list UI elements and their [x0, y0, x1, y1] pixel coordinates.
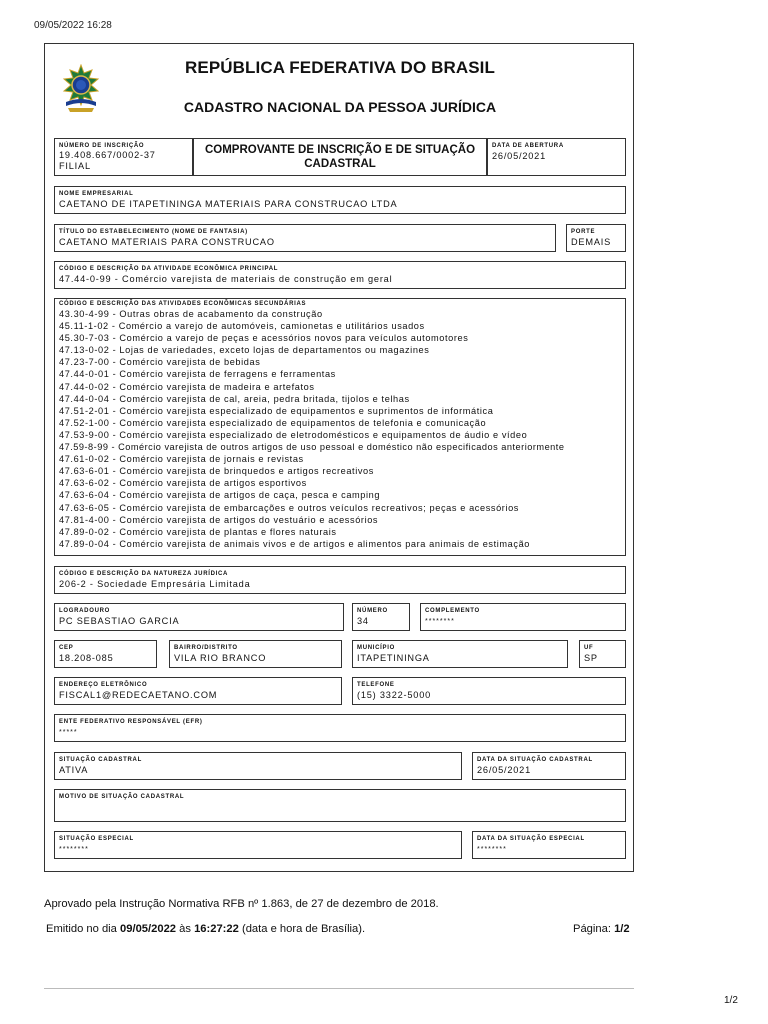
efr-box	[54, 714, 626, 742]
numero-value: 34	[357, 616, 369, 626]
nome-empresarial-label: NOME EMPRESARIAL	[59, 191, 134, 197]
natureza-juridica-label: CÓDIGO E DESCRIÇÃO DA NATUREZA JURÍDICA	[59, 571, 229, 577]
situacao-especial-value: ********	[59, 846, 89, 853]
emission-prefix: Emitido no dia	[46, 923, 121, 935]
numero-label: NÚMERO	[357, 608, 388, 614]
natureza-juridica-box	[54, 566, 626, 594]
list-item: 45.11-1-02 - Comércio a varejo de automóveis, camionetas e utilitários usados	[59, 321, 425, 332]
logradouro-box	[54, 603, 344, 631]
republic-title: REPÚBLICA FEDERATIVA DO BRASIL	[185, 58, 495, 77]
nome-empresarial-value: CAETANO DE ITAPETININGA MATERIAIS PARA CONSTRUCAO LTDA	[59, 199, 398, 209]
abertura-box	[487, 138, 626, 176]
approval-note: Aprovado pela Instrução Normativa RFB nº 1.863, de 27 de dezembro de 2018.	[44, 898, 439, 910]
list-item: 47.51-2-01 - Comércio varejista especializado de equipamentos e suprimentos de informática	[59, 405, 494, 416]
data-situacao-label: DATA DA SITUAÇÃO CADASTRAL	[477, 757, 593, 763]
atividade-principal-box	[54, 261, 626, 289]
cep-value: 18.208-085	[59, 653, 114, 663]
situacao-box	[54, 752, 462, 780]
list-item: 45.30-7-03 - Comércio a varejo de peças e acessórios novos para veículos automotores	[59, 333, 469, 344]
page-indicator	[573, 923, 630, 935]
situacao-especial-box	[54, 831, 462, 859]
uf-label: UF	[584, 645, 594, 651]
cep-box	[54, 640, 157, 668]
complemento-box	[420, 603, 626, 631]
email-value: FISCAL1@REDECAETANO.COM	[59, 690, 218, 700]
brazil-coat-of-arms-icon	[60, 64, 102, 114]
atividades-secundarias-box	[54, 298, 626, 556]
list-item: 47.63-6-04 - Comércio varejista de artigos de caça, pesca e camping	[59, 490, 381, 501]
inscricao-number: 19.408.667/0002-37	[59, 150, 156, 160]
municipio-value: ITAPETININGA	[357, 653, 430, 663]
emission-mid: às	[176, 923, 195, 935]
fantasia-box	[54, 224, 556, 252]
list-item: 47.44-0-01 - Comércio varejista de ferragens e ferramentas	[59, 369, 336, 380]
email-box	[54, 677, 342, 705]
efr-value: *****	[59, 729, 78, 736]
telefone-label: TELEFONE	[357, 682, 395, 688]
data-situacao-value: 26/05/2021	[477, 765, 531, 775]
atividades-secundarias-list	[59, 308, 625, 550]
fantasia-label: TÍTULO DO ESTABELECIMENTO (NOME DE FANTASIA)	[59, 229, 248, 235]
bairro-label: BAIRRO/DISTRITO	[174, 645, 238, 651]
comprovante-line2: CADASTRAL	[304, 158, 376, 170]
bairro-box	[169, 640, 342, 668]
efr-label: ENTE FEDERATIVO RESPONSÁVEL (EFR)	[59, 719, 203, 725]
list-item: 47.44-0-02 - Comércio varejista de madeira e artefatos	[59, 381, 315, 392]
list-item: 47.23-7-00 - Comércio varejista de bebidas	[59, 357, 261, 368]
natureza-juridica-value: 206-2 - Sociedade Empresária Limitada	[59, 579, 251, 589]
municipio-label: MUNICÍPIO	[357, 645, 395, 651]
list-item: 47.89-0-04 - Comércio varejista de animais vivos e de artigos e alimentos para animais de estimação	[59, 538, 530, 549]
porte-label: PORTE	[571, 229, 596, 235]
telefone-value: (15) 3322-5000	[357, 690, 432, 700]
list-item: 47.63-6-01 - Comércio varejista de brinquedos e artigos recreativos	[59, 466, 374, 477]
inscricao-box	[54, 138, 193, 176]
motivo-box	[54, 789, 626, 822]
print-timestamp: 09/05/2022 16:28	[34, 20, 112, 31]
porte-value: DEMAIS	[571, 237, 612, 247]
data-situacao-especial-value: ********	[477, 846, 507, 853]
emission-note	[46, 923, 365, 935]
page-count: 1/2	[724, 995, 738, 1006]
municipio-box	[352, 640, 568, 668]
cep-label: CEP	[59, 645, 74, 651]
inscricao-label: NÚMERO DE INSCRIÇÃO	[59, 143, 145, 149]
list-item: 47.89-0-02 - Comércio varejista de plantas e flores naturais	[59, 526, 337, 537]
logradouro-value: PC SEBASTIAO GARCIA	[59, 616, 180, 626]
footer-divider	[44, 988, 634, 989]
list-item: 43.30-4-99 - Outras obras de acabamento da construção	[59, 309, 323, 319]
motivo-label: MOTIVO DE SITUAÇÃO CADASTRAL	[59, 794, 185, 800]
list-item: 47.52-1-00 - Comércio varejista especializado de equipamentos de telefonia e comunicação	[59, 417, 487, 428]
emission-time: 16:27:22	[194, 923, 239, 935]
atividades-secundarias-label: CÓDIGO E DESCRIÇÃO DAS ATIVIDADES ECONÔMICAS SECUNDÁRIAS	[59, 301, 307, 307]
fantasia-value: CAETANO MATERIAIS PARA CONSTRUCAO	[59, 237, 275, 247]
list-item: 47.13-0-02 - Lojas de variedades, exceto lojas de departamentos ou magazines	[59, 345, 430, 356]
abertura-value: 26/05/2021	[492, 151, 546, 161]
data-situacao-especial-box	[472, 831, 626, 859]
telefone-box	[352, 677, 626, 705]
numero-box	[352, 603, 410, 631]
list-item: 47.81-4-00 - Comércio varejista de artigos do vestuário e acessórios	[59, 514, 379, 525]
atividade-principal-label: CÓDIGO E DESCRIÇÃO DA ATIVIDADE ECONÔMICA PRINCIPAL	[59, 266, 279, 272]
list-item: 47.53-9-00 - Comércio varejista especializado de eletrodomésticos e equipamentos de áudio e vídeo	[59, 429, 528, 440]
situacao-value: ATIVA	[59, 765, 89, 775]
abertura-label: DATA DE ABERTURA	[492, 143, 564, 149]
uf-box	[579, 640, 626, 668]
situacao-label: SITUAÇÃO CADASTRAL	[59, 757, 142, 763]
comprovante-line1: COMPROVANTE DE INSCRIÇÃO E DE SITUAÇÃO	[204, 144, 476, 156]
emission-suffix: (data e hora de Brasília).	[238, 923, 366, 935]
registry-title: CADASTRO NACIONAL DA PESSOA JURÍDICA	[183, 99, 497, 115]
email-label: ENDEREÇO ELETRÔNICO	[59, 682, 148, 688]
complemento-value: ********	[425, 618, 455, 625]
porte-box	[566, 224, 626, 252]
list-item: 47.59-8-99 - Comércio varejista de outros artigos de uso pessoal e doméstico não especificados anteriormente	[59, 442, 565, 453]
situacao-especial-label: SITUAÇÃO ESPECIAL	[59, 836, 134, 842]
list-item: 47.63-6-05 - Comércio varejista de embarcações e outros veículos recreativos; peças e acessórios	[59, 502, 519, 513]
comprovante-title	[193, 138, 487, 176]
page-value: 1/2	[614, 923, 630, 935]
atividade-principal-value: 47.44-0-99 - Comércio varejista de materiais de construção em geral	[59, 274, 393, 284]
complemento-label: COMPLEMENTO	[425, 608, 480, 614]
page-label: Página:	[573, 923, 615, 935]
list-item: 47.44-0-04 - Comércio varejista de cal, areia, pedra britada, tijolos e telhas	[59, 393, 410, 404]
list-item: 47.63-6-02 - Comércio varejista de artigos esportivos	[59, 478, 307, 489]
emission-date: 09/05/2022	[120, 923, 177, 935]
list-item: 47.61-0-02 - Comércio varejista de jornais e revistas	[59, 454, 304, 465]
bairro-value: VILA RIO BRANCO	[174, 653, 267, 663]
uf-value: SP	[584, 653, 598, 663]
nome-empresarial-box	[54, 186, 626, 214]
data-situacao-box	[472, 752, 626, 780]
data-situacao-especial-label: DATA DA SITUAÇÃO ESPECIAL	[477, 836, 585, 842]
logradouro-label: LOGRADOURO	[59, 608, 110, 614]
inscricao-type: FILIAL	[59, 161, 91, 171]
